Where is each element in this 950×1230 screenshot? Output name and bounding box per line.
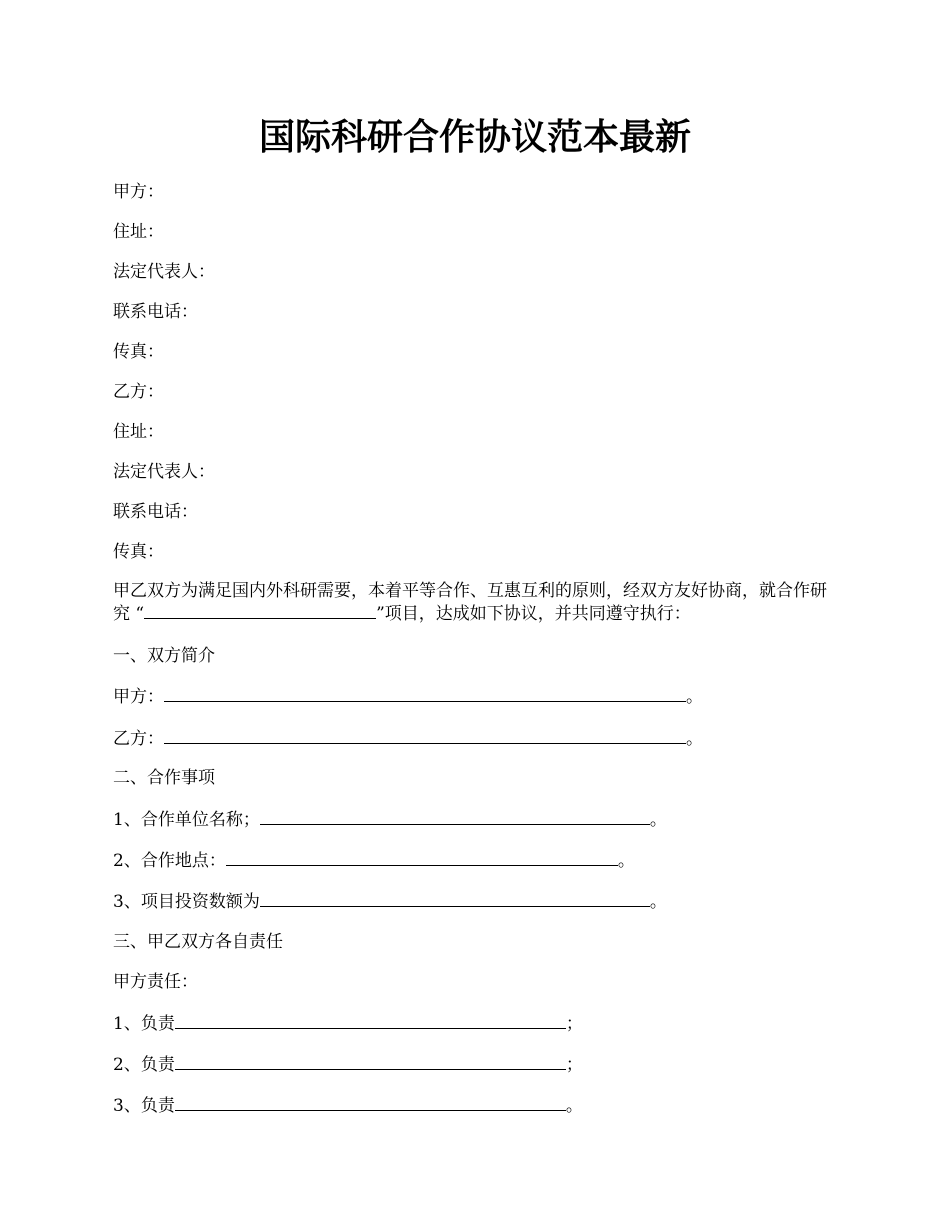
party-b-address-label: 住址：: [113, 422, 164, 442]
party-a-fax-label: 传真：: [113, 342, 164, 362]
party-b-phone-label: 联系电话：: [113, 502, 198, 522]
responsibility-item-label: 3、负责: [113, 1096, 175, 1116]
end-mark: ；: [565, 1014, 583, 1034]
project-name-blank: [144, 602, 376, 619]
party-b-representative-label: 法定代表人：: [113, 462, 215, 482]
responsibility-blank: [175, 1012, 566, 1029]
responsibility-item-1: [113, 1012, 583, 1035]
end-mark: 。: [617, 851, 635, 871]
end-mark: 。: [565, 1096, 583, 1116]
document-title: 国际科研合作协议范本最新: [258, 116, 691, 158]
responsibility-item-2: [113, 1053, 583, 1076]
party-b-label: 乙方：: [113, 382, 164, 402]
section-2-item-1: [113, 808, 667, 831]
end-mark: 。: [649, 892, 667, 912]
party-a-address-label: 住址：: [113, 222, 164, 242]
cooperating-unit-blank: [260, 808, 650, 825]
section-3-heading: 三、甲乙双方各自责任: [113, 932, 283, 952]
section-1-heading: 一、双方简介: [113, 646, 215, 666]
section-1-party-b-label: 乙方：: [113, 729, 164, 749]
end-mark: 。: [686, 687, 703, 707]
responsibility-item-3: [113, 1094, 583, 1117]
end-mark: 。: [649, 810, 667, 830]
party-a-representative-label: 法定代表人：: [113, 262, 215, 282]
section-1-party-a: [113, 685, 703, 708]
party-a-responsibility-label: 甲方责任：: [113, 972, 198, 992]
section-2-item-3-label: 3、项目投资数额为: [113, 892, 260, 912]
party-b-intro-blank: [164, 727, 686, 744]
responsibility-blank: [175, 1053, 566, 1070]
end-mark: ；: [565, 1055, 583, 1075]
investment-amount-blank: [260, 890, 650, 907]
responsibility-item-label: 2、负责: [113, 1055, 175, 1075]
party-a-intro-blank: [164, 685, 686, 702]
section-2-item-3: [113, 890, 667, 913]
section-2-heading: 二、合作事项: [113, 768, 215, 788]
section-1-party-b: [113, 727, 703, 750]
intro-text-start: 甲乙双方为满足国内外科研需要，本着平等合作、互惠互利的原则，经双方友好协商，就合作研究 “: [113, 581, 827, 624]
party-a-label: 甲方：: [113, 182, 164, 202]
section-2-item-2-label: 2、合作地点：: [113, 851, 226, 871]
responsibility-blank: [175, 1094, 566, 1111]
end-mark: 。: [686, 729, 703, 749]
location-blank: [226, 849, 618, 866]
intro-text-end: ”项目，达成如下协议，并共同遵守执行：: [376, 604, 691, 624]
section-1-party-a-label: 甲方：: [113, 687, 164, 707]
responsibility-item-label: 1、负责: [113, 1014, 175, 1034]
intro-paragraph: [113, 580, 843, 625]
party-b-fax-label: 传真：: [113, 542, 164, 562]
section-2-item-1-label: 1、合作单位名称；: [113, 810, 260, 830]
section-2-item-2: [113, 849, 635, 872]
party-a-phone-label: 联系电话：: [113, 302, 198, 322]
